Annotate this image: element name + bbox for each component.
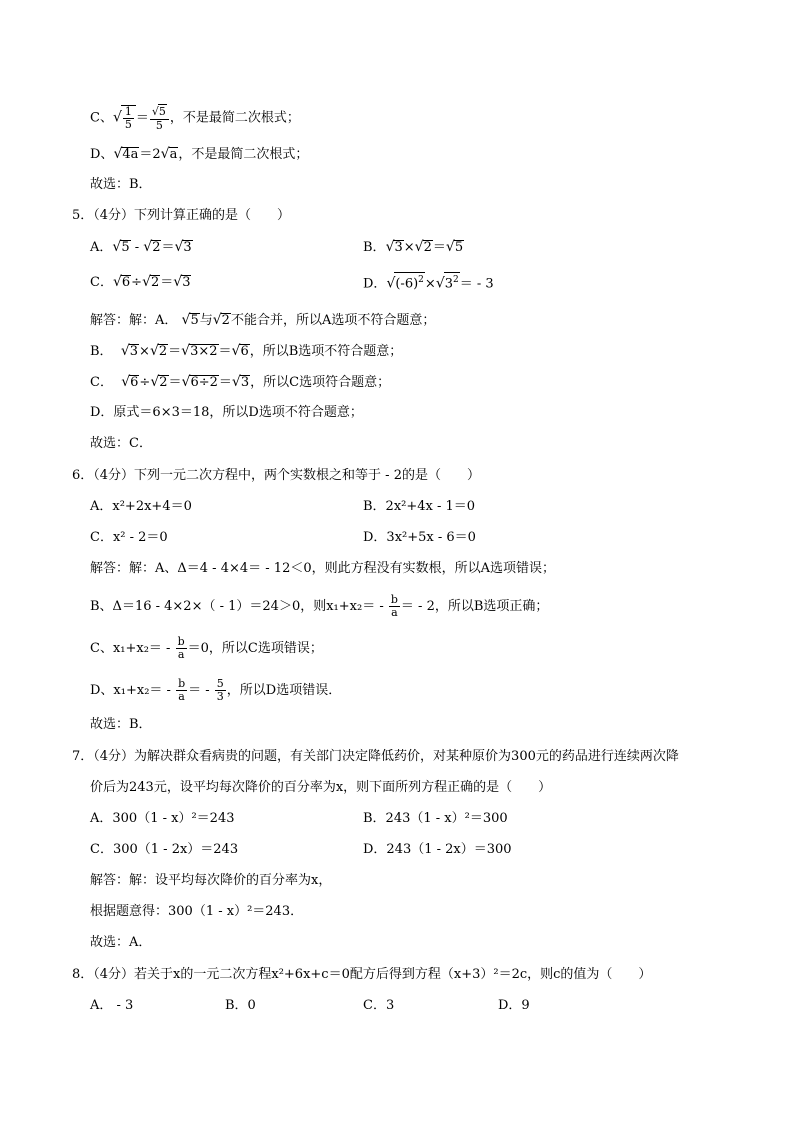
q7-option-c: C．300（1 - 2x）＝243: [90, 842, 239, 857]
q5-solution-d: D．原式＝6×3＝18，所以D选项不符合题意；: [90, 405, 363, 420]
q6-solution-b: B、Δ＝16 - 4×2×（ - 1）＝24＞0，则x₁+x₂＝ - $\frac{b}{a}$ ＝ - 2，所以B选项正确；: [90, 593, 549, 619]
q5-solution-c: C． √6÷√2＝√6÷2＝√3，所以C选项符合题意；: [90, 374, 391, 390]
q5-option-a: A．√5 - √2＝√3: [90, 239, 192, 255]
q7-option-d: D．243（1 - 2x）＝300: [363, 842, 512, 857]
q6-option-b: B．2x²+4x - 1＝0: [363, 499, 476, 514]
fraction: $\frac{b}{a}$: [177, 635, 185, 661]
question-5-stem: 5．（4分）下列计算正确的是（ ）: [72, 208, 291, 223]
question-7-stem-line1: 7．（4分）为解决群众看病贵的问题，有关部门决定降低药价，对某种原价为300元的药品进行连续两次降: [72, 749, 679, 764]
question-8-stem: 8．（4分）若关于x的一元二次方程x²+6x+c＝0配方后得到方程（x+3）²＝2c，则c的值为（ ）: [72, 967, 652, 982]
q8-option-b: B．0: [225, 998, 256, 1013]
q8-option-c: C．3: [363, 998, 395, 1013]
question-6-stem: 6．（4分）下列一元二次方程中，两个实数根之和等于 - 2的是（ ）: [72, 468, 480, 483]
prev-option-d: D、√4a＝2√a，不是最简二次根式；: [90, 146, 309, 162]
question-7-stem-line2: 价后为243元，设平均每次降价的百分率为x，则下面所列方程正确的是（ ）: [90, 780, 552, 795]
q5-solution-b: B． √3×√2＝√3×2＝√6，所以B选项不符合题意；: [90, 343, 403, 359]
q5-option-c: C．√6÷√2＝√3: [90, 274, 191, 290]
q7-solution-line1: 解答：解：设平均每次降价的百分率为x，: [90, 873, 332, 888]
q6-solution-a: 解答：解：A、Δ＝4 - 4×4＝ - 12＜0，则此方程没有实数根，所以A选项错误；: [90, 561, 555, 576]
q7-option-a: A．300（1 - x）²＝243: [90, 811, 235, 826]
prev-answer: 故选：B．: [90, 177, 152, 192]
q6-option-c: C．x² - 2＝0: [90, 530, 168, 545]
q5-answer: 故选：C．: [90, 436, 152, 451]
fraction: $\frac{√5}{5}$: [150, 104, 169, 132]
q7-answer: 故选：A．: [90, 935, 152, 950]
q8-option-d: D．9: [498, 998, 530, 1013]
fraction: $\frac{5}{3}$: [216, 677, 224, 703]
q5-solution-a: 解答：解：A． √5与√2不能合并，所以A选项不符合题意；: [90, 312, 436, 328]
prev-option-c: C、√ $\frac{1}{5}$ ＝ $\frac{√5}{5}$ ，不是最简二次根式；: [90, 104, 300, 132]
q6-option-d: D．3x²+5x - 6＝0: [363, 530, 476, 545]
fraction: $\frac{1}{5}$: [124, 104, 132, 131]
q8-option-a: A． - 3: [90, 998, 134, 1013]
q7-option-b: B．243（1 - x）²＝300: [363, 811, 508, 826]
fraction: $\frac{b}{a}$: [390, 593, 398, 619]
q6-solution-d: D、x₁+x₂＝ - $\frac{b}{a}$ ＝ - $\frac{5}{3}$ ，所以D选项错误．: [90, 677, 342, 703]
q6-solution-c: C、x₁+x₂＝ - $\frac{b}{a}$ ＝0，所以C选项错误；: [90, 635, 323, 661]
q5-option-b: B．√3×√2＝√5: [363, 239, 464, 255]
q5-option-d: D．$√(-6)^2\times√3^2= - 3$: [363, 272, 494, 294]
q7-solution-line2: 根据题意得：300（1 - x）²＝243．: [90, 904, 304, 919]
q6-option-a: A．x²+2x+4＝0: [90, 499, 192, 514]
q6-answer: 故选：B．: [90, 717, 152, 732]
fraction: $\frac{b}{a}$: [178, 677, 186, 703]
